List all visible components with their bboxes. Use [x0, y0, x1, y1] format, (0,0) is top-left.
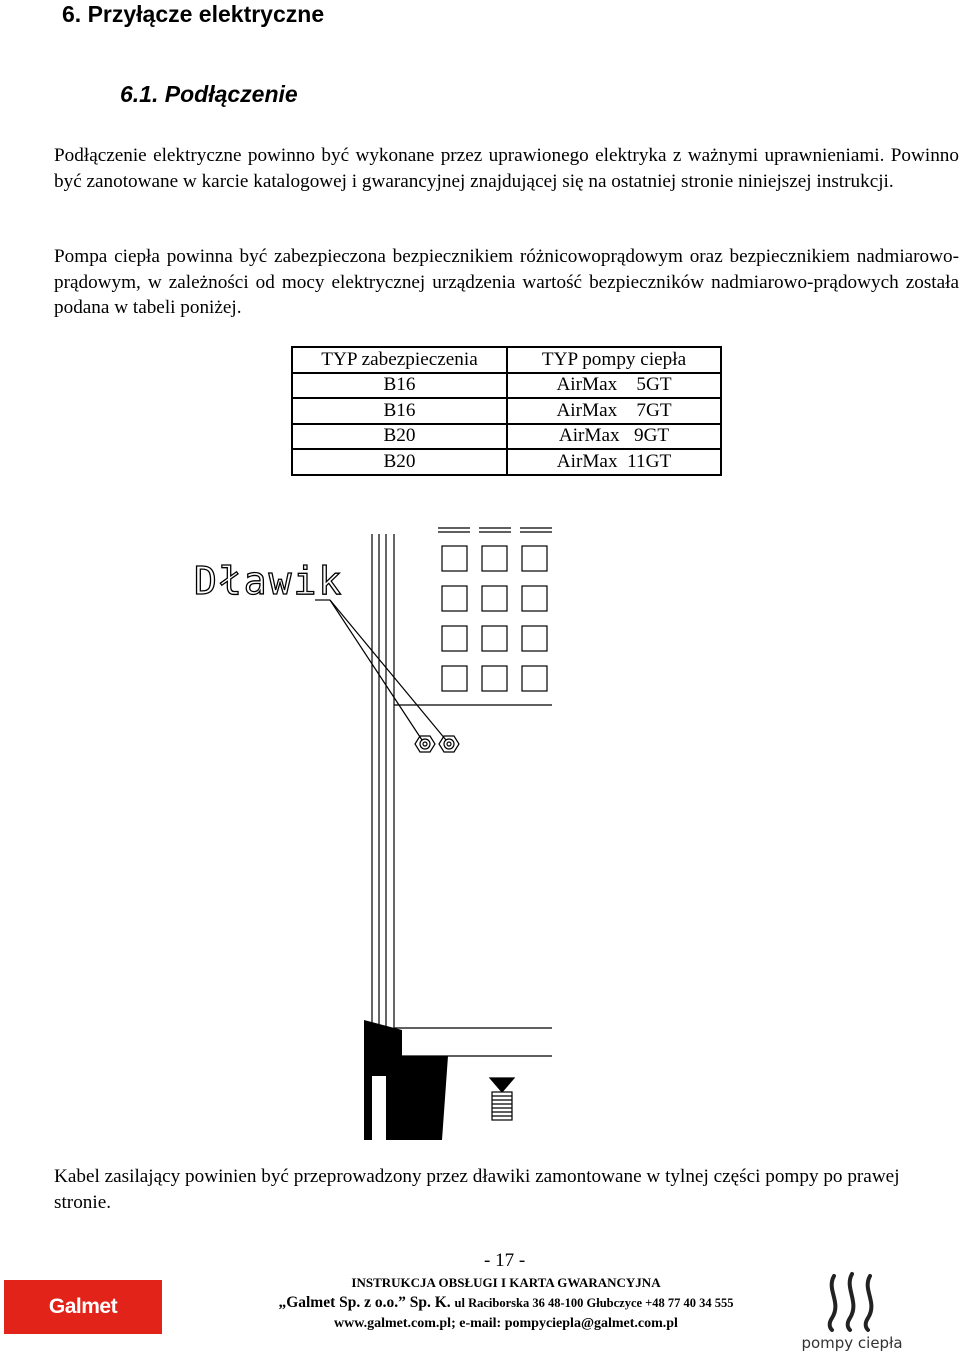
table-row [292, 373, 721, 399]
paragraph-protection: Pompa ciepła powinna być zabezpieczona bezpiecznikiem różnicowoprądowym oraz bezpiecznikiem nadmiarowo-prądowym, w zależności od mocy elektrycznej urządzenia wartość bezpieczników nadmiarowo-prądowych została podana w tabeli poniżej. [54, 246, 959, 318]
fuse-table [291, 346, 722, 476]
subsection-heading: 6.1. Podłączenie [120, 81, 298, 107]
galmet-logo-text: Galmet [48, 1295, 118, 1318]
table-row [292, 449, 721, 475]
table-cell: AirMax 7GT [507, 398, 721, 424]
table-cell: B16 [292, 398, 507, 424]
footer-address: ul Raciborska 36 48-100 Głubczyce +48 77 40 34 555 [454, 1296, 734, 1310]
page-number: - 17 - [484, 1250, 526, 1271]
table-header-row [292, 347, 721, 373]
footer-company-line [230, 1294, 782, 1312]
pompy-ciepla-logo-text: pompy ciepła [801, 1334, 903, 1352]
table-row [292, 424, 721, 450]
table-cell: AirMax 9GT [507, 424, 721, 450]
table-cell: B20 [292, 424, 507, 450]
table-header-cell: TYP pompy ciepła [507, 347, 721, 373]
table-cell: AirMax 11GT [507, 449, 721, 475]
table-cell: B20 [292, 449, 507, 475]
table-row [292, 398, 721, 424]
gland-label: Dławik [194, 559, 344, 603]
cable-gland-drawing [180, 520, 580, 1145]
footer-contact: www.galmet.com.pl; e-mail: pompyciepla@galmet.com.pl [334, 1316, 678, 1331]
footer-title: INSTRUKCJA OBSŁUGI I KARTA GWARANCYJNA [351, 1275, 661, 1290]
heat-waves-icon [790, 1268, 914, 1334]
pompy-ciepla-logo [790, 1268, 914, 1352]
footer-company: „Galmet Sp. z o.o.” Sp. K. [278, 1294, 451, 1311]
galmet-logo [4, 1280, 162, 1334]
table-cell: B16 [292, 373, 507, 399]
section-heading: 6. Przyłącze elektryczne [62, 1, 325, 27]
table-header-cell: TYP zabezpieczenia [292, 347, 507, 373]
table-cell: AirMax 5GT [507, 373, 721, 399]
paragraph-cable-routing: Kabel zasilający powinien być przeprowadzony przez dławiki zamontowane w tylnej części pompy po prawej stronie. [54, 1166, 900, 1213]
paragraph-connection: Podłączenie elektryczne powinno być wykonane przez uprawionego elektryka z ważnymi uprawnieniami. Powinno być zanotowane w karcie katalogowej i gwarancyjnej znajdującej się na ostatniej stronie niniejszej instrukcji. [54, 145, 959, 192]
